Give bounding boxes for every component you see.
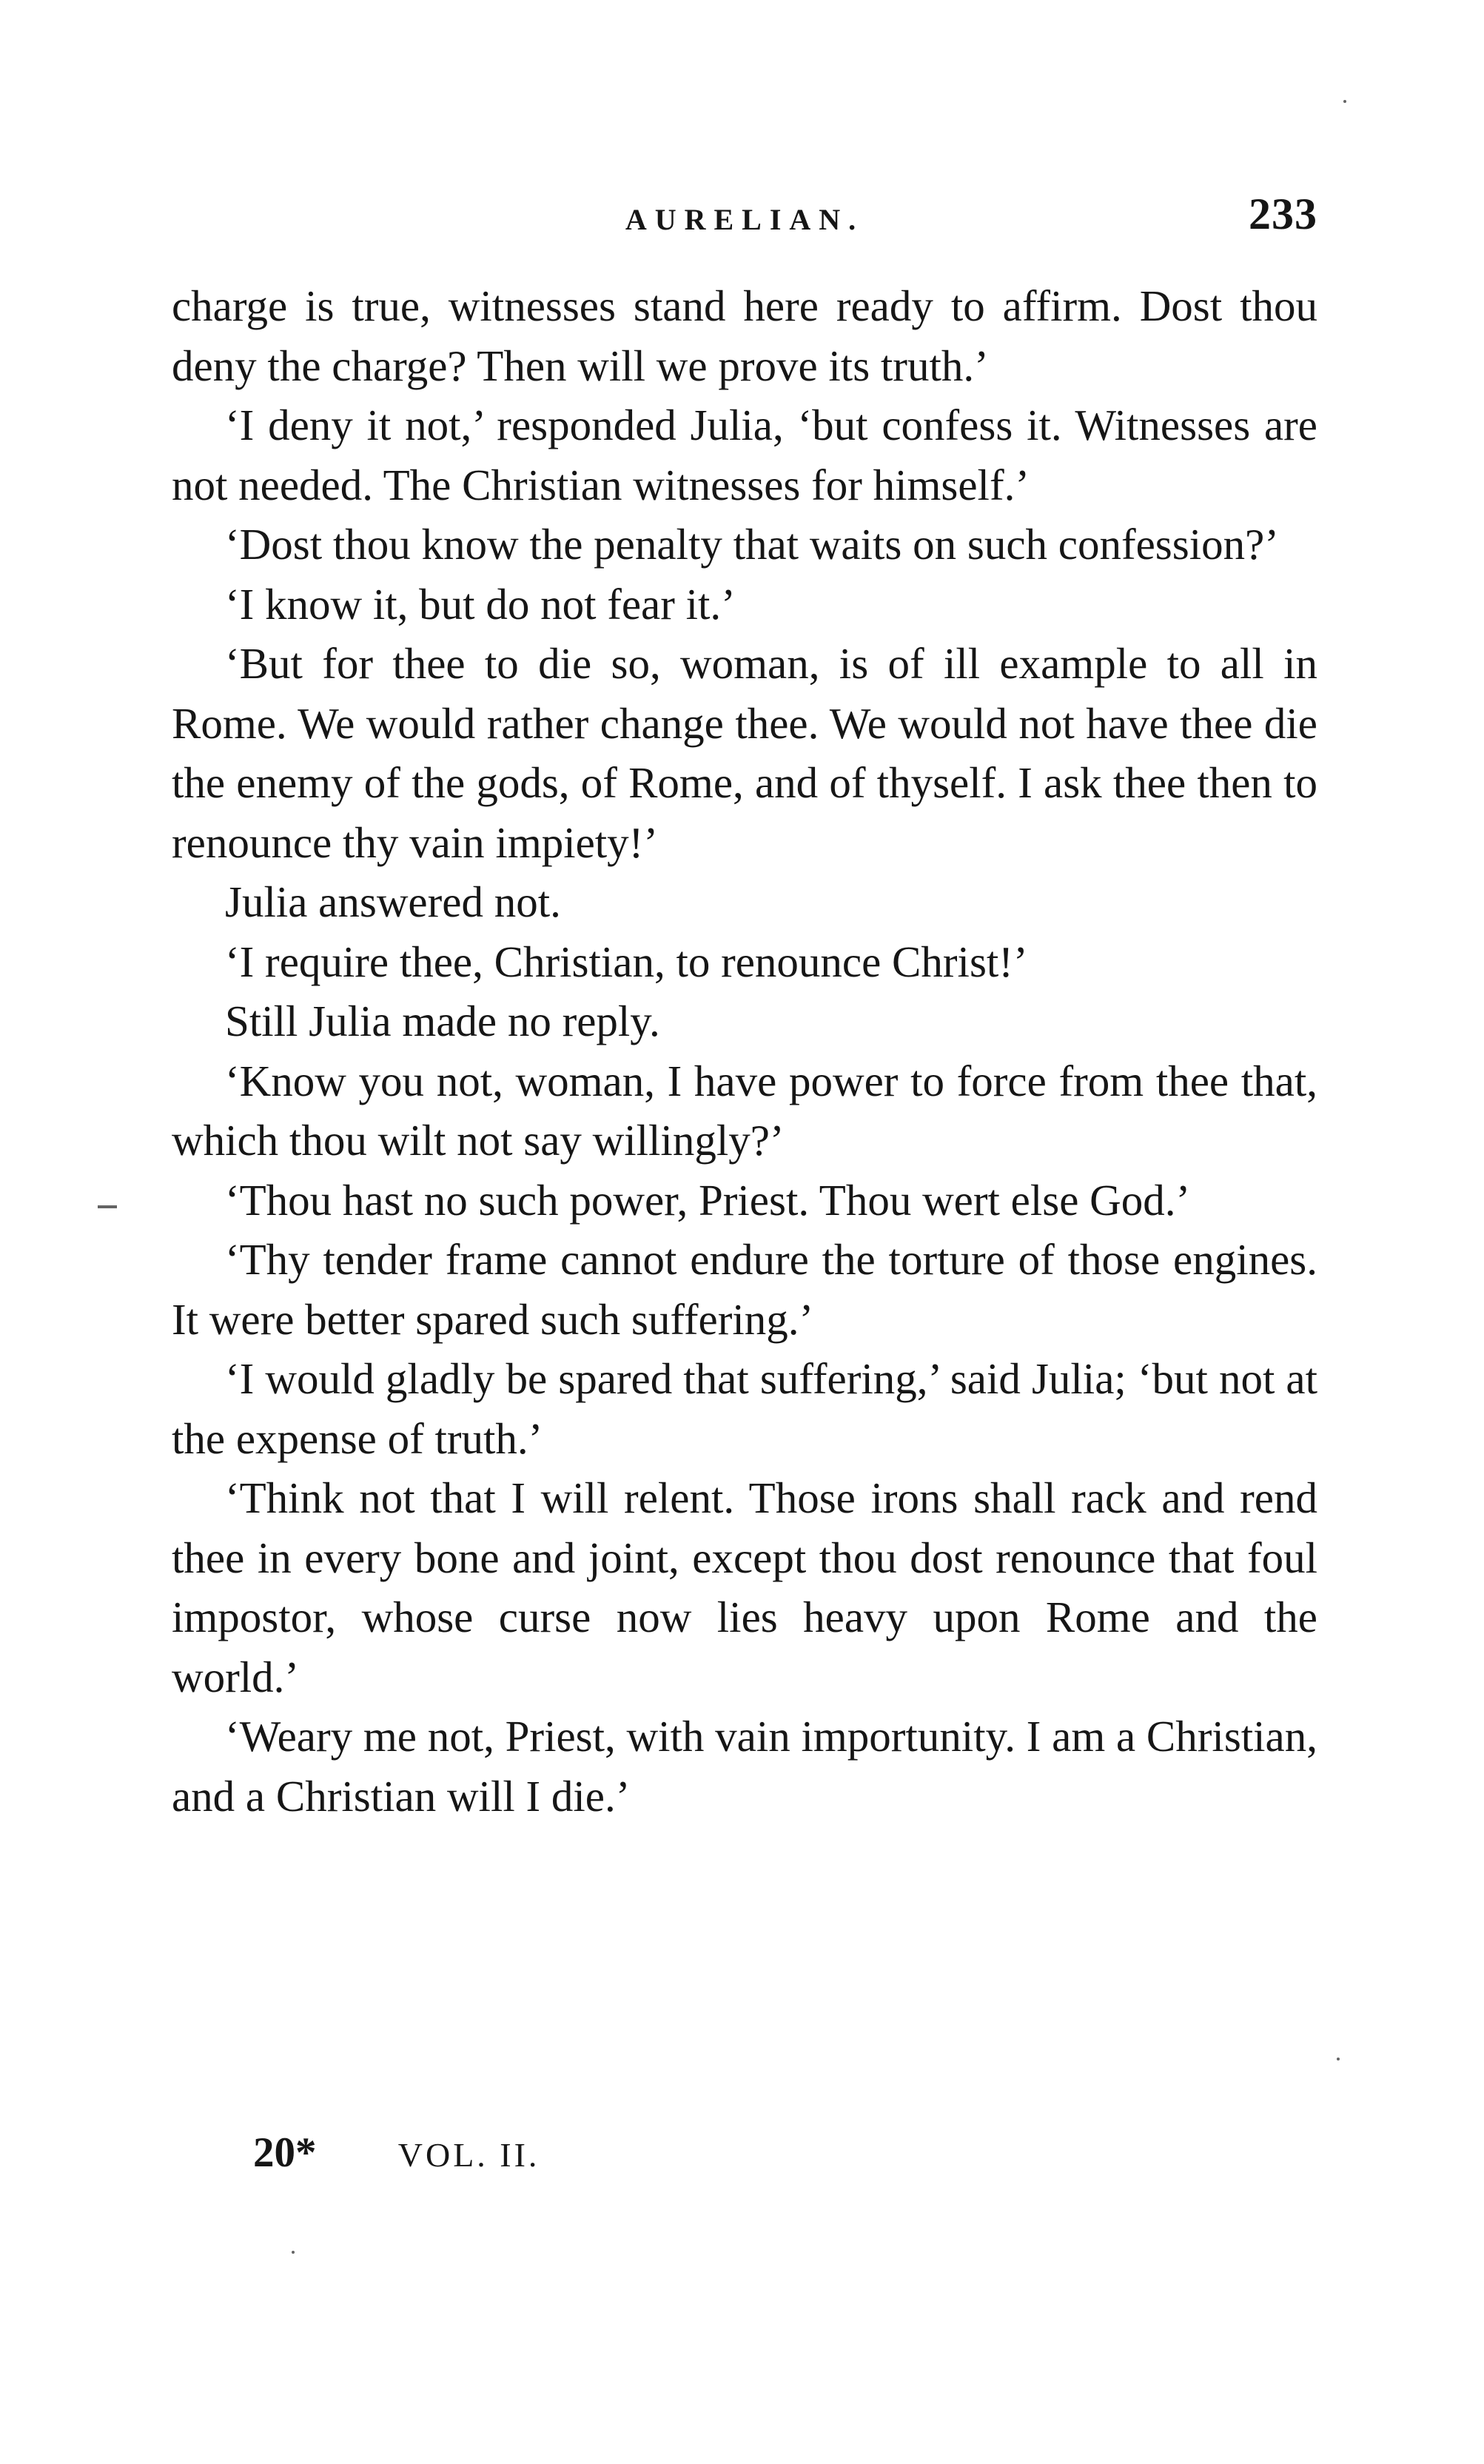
bottom-speck: [292, 2251, 295, 2254]
paragraph-2: ‘I deny it not,’ responded Julia, ‘but confess it. Witnesses are not needed. The Christian witnesses for himself.’: [172, 401, 1317, 509]
paragraph-4: ‘I know it, but do not fear it.’: [225, 579, 736, 629]
page-number: 233: [1249, 190, 1317, 238]
paragraph-8: Still Julia made no reply.: [225, 997, 660, 1045]
signature-mark: 20*: [253, 2129, 317, 2176]
page-footer: [253, 2123, 540, 2185]
paragraph-7: ‘I require thee, Christian, to renounce Christ!’: [225, 937, 1028, 986]
running-head: AURELIAN.: [625, 203, 864, 236]
volume-label: VOL. II.: [397, 2136, 540, 2174]
paragraph-10: ‘Thou hast no such power, Priest. Thou wert else God.’: [225, 1175, 1191, 1225]
page-header: [172, 189, 1317, 248]
paragraph-6: Julia answered not.: [225, 877, 561, 926]
body-text: [172, 276, 1317, 1826]
paragraph-9: ‘Know you not, woman, I have power to force from thee that, which thou wilt not say willingly?’: [172, 1056, 1317, 1165]
paragraph-3: ‘Dost thou know the penalty that waits on such confession?’: [225, 520, 1279, 569]
paragraph-11: ‘Thy tender frame cannot endure the torture of those engines. It were better spared such suffering.’: [172, 1235, 1317, 1344]
paragraph-13: ‘Think not that I will relent. Those irons shall rack and rend thee in every bone and joint, except thou dost renounce that foul impostor, whose curse now lies heavy upon Rome and the world.’: [172, 1473, 1317, 1701]
paragraph-5: ‘But for thee to die so, woman, is of ill example to all in Rome. We would rather change thee. We would not have thee die the enemy of the gods, of Rome, and of thyself. I ask thee then to renounce thy vain impiety!’: [172, 639, 1317, 867]
paragraph-12: ‘I would gladly be spared that suffering,’ said Julia; ‘but not at the expense of truth.’: [172, 1354, 1317, 1463]
top-right-speck: [1343, 100, 1346, 103]
paragraph-14: ‘Weary me not, Priest, with vain importunity. I am a Christian, and a Christian will I die.’: [172, 1712, 1317, 1821]
paragraph-1: charge is true, witnesses stand here ready to affirm. Dost thou deny the charge? Then will we prove its truth.’: [172, 281, 1317, 390]
right-speck: [1337, 2058, 1340, 2060]
margin-dash-mark: [98, 1205, 117, 1208]
